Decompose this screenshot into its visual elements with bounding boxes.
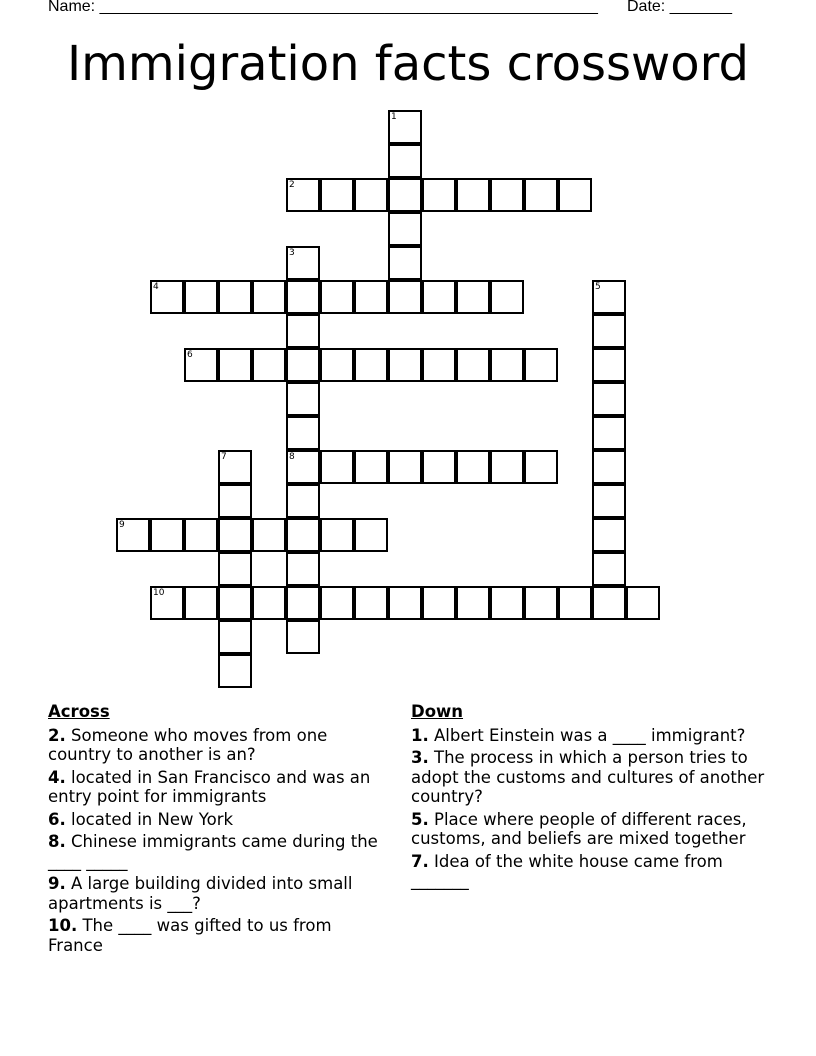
grid-cell[interactable] <box>388 144 422 178</box>
grid-cell[interactable] <box>218 484 252 518</box>
grid-cell[interactable] <box>354 586 388 620</box>
grid-cell[interactable] <box>320 280 354 314</box>
grid-cell[interactable] <box>422 450 456 484</box>
grid-cell[interactable] <box>320 518 354 552</box>
grid-cell[interactable] <box>592 314 626 348</box>
grid-cell[interactable] <box>286 416 320 450</box>
clue-number-label: 7 <box>221 452 227 462</box>
grid-cell[interactable] <box>456 586 490 620</box>
clue-text: located in New York <box>65 809 234 829</box>
clue-across-2 <box>48 726 388 765</box>
grid-cell[interactable] <box>150 518 184 552</box>
grid-cell[interactable] <box>286 314 320 348</box>
clue-across-6 <box>48 810 388 830</box>
page-title: Immigration facts crossword <box>66 36 750 92</box>
grid-cell[interactable] <box>422 178 456 212</box>
grid-cell[interactable] <box>490 348 524 382</box>
clue-number: 8. <box>48 832 66 851</box>
grid-cell[interactable] <box>592 450 626 484</box>
grid-cell[interactable] <box>490 586 524 620</box>
grid-cell[interactable] <box>388 586 422 620</box>
grid-cell[interactable] <box>354 450 388 484</box>
clue-across-8 <box>48 832 388 871</box>
down-clues <box>411 702 771 894</box>
grid-cell[interactable] <box>286 586 320 620</box>
grid-cell[interactable] <box>252 280 286 314</box>
grid-cell[interactable] <box>558 586 592 620</box>
clue-text: Place where people of different races, customs, and beliefs are mixed together <box>411 809 747 848</box>
name-field: Name: ________________________________________________________ <box>48 0 598 15</box>
grid-cell[interactable] <box>252 348 286 382</box>
clue-number: 7. <box>411 851 429 871</box>
grid-cell[interactable] <box>218 552 252 586</box>
grid-cell[interactable] <box>286 348 320 382</box>
grid-cell[interactable] <box>286 552 320 586</box>
grid-cell[interactable] <box>354 178 388 212</box>
clue-text: located in San Francisco and was an entry point for immigrants <box>48 767 371 806</box>
clue-across-10 <box>48 916 388 955</box>
grid-cell[interactable] <box>218 348 252 382</box>
clue-down-3 <box>411 748 771 807</box>
clue-across-9 <box>48 874 388 913</box>
grid-cell[interactable] <box>320 178 354 212</box>
grid-cell[interactable] <box>354 280 388 314</box>
clue-number: 5. <box>411 809 429 829</box>
grid-cell[interactable] <box>626 586 660 620</box>
grid-cell[interactable] <box>286 518 320 552</box>
clue-number: 9. <box>48 874 66 893</box>
date-field: Date: _______ <box>627 0 732 15</box>
grid-cell[interactable] <box>286 484 320 518</box>
grid-cell[interactable] <box>252 586 286 620</box>
clue-number-label: 8 <box>289 452 295 462</box>
across-heading: Across <box>48 702 110 721</box>
clue-number: 6. <box>48 809 66 829</box>
clue-text: Albert Einstein was a ____ immigrant? <box>428 725 746 745</box>
grid-cell[interactable] <box>184 518 218 552</box>
clue-number: 10. <box>48 916 78 935</box>
grid-cell[interactable] <box>422 586 456 620</box>
grid-cell[interactable] <box>320 450 354 484</box>
grid-cell[interactable] <box>218 586 252 620</box>
grid-cell[interactable] <box>490 178 524 212</box>
grid-cell[interactable] <box>422 280 456 314</box>
clue-number-label: 10 <box>153 588 165 598</box>
grid-cell[interactable] <box>388 450 422 484</box>
grid-cell[interactable] <box>354 518 388 552</box>
grid-cell[interactable] <box>456 178 490 212</box>
across-clues <box>48 702 388 958</box>
grid-cell[interactable] <box>286 280 320 314</box>
grid-cell[interactable] <box>218 654 252 688</box>
grid-cell[interactable] <box>592 382 626 416</box>
grid-cell[interactable] <box>592 348 626 382</box>
grid-cell[interactable] <box>252 518 286 552</box>
grid-cell[interactable] <box>592 586 626 620</box>
grid-cell[interactable] <box>592 484 626 518</box>
clue-across-4 <box>48 768 388 807</box>
clue-number-label: 9 <box>119 520 125 530</box>
grid-cell[interactable] <box>558 178 592 212</box>
clue-number-label: 1 <box>391 112 397 122</box>
grid-cell[interactable] <box>524 178 558 212</box>
grid-cell[interactable] <box>524 348 558 382</box>
grid-cell[interactable] <box>456 348 490 382</box>
grid-cell[interactable] <box>218 280 252 314</box>
grid-cell[interactable] <box>524 586 558 620</box>
grid-cell[interactable] <box>490 280 524 314</box>
grid-cell[interactable] <box>456 280 490 314</box>
clue-number-label: 5 <box>595 282 601 292</box>
grid-cell[interactable] <box>456 450 490 484</box>
clue-text: The process in which a person tries to adopt the customs and cultures of another country? <box>411 748 765 806</box>
clue-number-label: 3 <box>289 248 295 258</box>
grid-cell[interactable] <box>218 518 252 552</box>
grid-cell[interactable] <box>320 586 354 620</box>
clue-number: 3. <box>411 748 429 767</box>
grid-cell[interactable] <box>218 620 252 654</box>
grid-cell[interactable] <box>184 586 218 620</box>
clue-number: 2. <box>48 725 66 745</box>
down-heading: Down <box>411 702 464 721</box>
clue-down-7 <box>411 852 771 891</box>
clue-number-label: 6 <box>187 350 193 360</box>
grid-cell[interactable] <box>286 382 320 416</box>
clue-text: A large building divided into small apartments is ___? <box>48 874 353 913</box>
clue-number-label: 4 <box>153 282 159 292</box>
grid-cell[interactable] <box>592 416 626 450</box>
grid-cell[interactable] <box>388 246 422 280</box>
grid-cell[interactable] <box>388 178 422 212</box>
clue-number-label: 2 <box>289 180 295 190</box>
grid-cell[interactable] <box>388 348 422 382</box>
grid-cell[interactable] <box>592 518 626 552</box>
grid-cell[interactable] <box>320 348 354 382</box>
grid-cell[interactable] <box>490 450 524 484</box>
grid-cell[interactable] <box>286 620 320 654</box>
grid-cell[interactable] <box>592 552 626 586</box>
clue-text: Someone who moves from one country to another is an? <box>48 725 328 764</box>
grid-cell[interactable] <box>354 348 388 382</box>
clue-number: 1. <box>411 725 429 745</box>
clue-text: Chinese immigrants came during the ____ _____ <box>48 832 378 871</box>
clue-down-1 <box>411 726 771 746</box>
grid-cell[interactable] <box>388 280 422 314</box>
grid-cell[interactable] <box>524 450 558 484</box>
grid-cell[interactable] <box>388 212 422 246</box>
grid-cell[interactable] <box>184 280 218 314</box>
clue-text: The ____ was gifted to us from France <box>48 916 332 955</box>
clue-down-5 <box>411 810 771 849</box>
clue-text: Idea of the white house came from _______ <box>411 851 723 890</box>
grid-cell[interactable] <box>422 348 456 382</box>
clue-number: 4. <box>48 767 66 787</box>
